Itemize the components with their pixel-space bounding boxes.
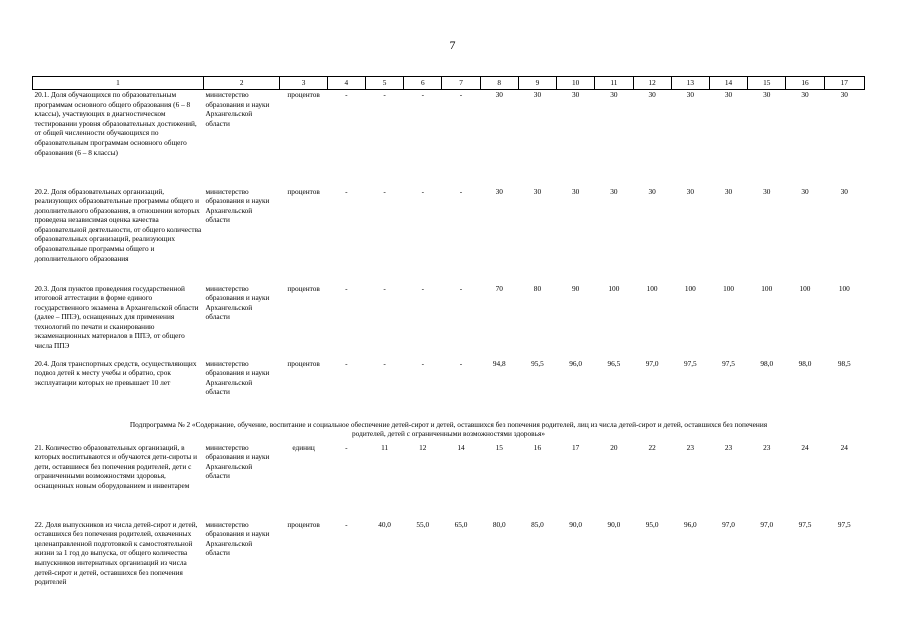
indicator-value: -	[345, 90, 348, 99]
indicator-value: 11	[381, 442, 389, 452]
responsible-agency: министерство образования и науки Архангельской области	[205, 186, 270, 225]
indicator-value: 30	[572, 90, 580, 99]
column-header-7: 7	[442, 77, 480, 90]
indicator-value: -	[421, 90, 425, 99]
indicator-value: -	[345, 358, 348, 368]
responsible-agency: министерство образования и науки Архангельской области	[205, 283, 270, 322]
table-row	[33, 187, 865, 284]
indicator-value: -	[421, 358, 425, 368]
indicator-value: -	[383, 90, 386, 99]
rows-group-a	[33, 90, 865, 414]
responsible-agency: министерство образования и науки Архангельской области	[205, 519, 270, 558]
indicator-value: 90,0	[569, 519, 583, 529]
indicator-value: 100	[799, 283, 811, 293]
indicator-value: 98,5	[837, 358, 851, 368]
indicator-value: 20	[610, 442, 618, 452]
responsible-agency: министерство образования и науки Архангельской области	[205, 90, 270, 128]
column-header-4: 4	[327, 77, 365, 90]
indicator-value: 23	[686, 442, 694, 452]
indicator-value: 24	[840, 442, 848, 452]
column-header-15: 15	[748, 77, 786, 90]
indicator-value: 30	[648, 186, 656, 196]
indicator-value: 24	[801, 442, 809, 452]
column-header-14: 14	[709, 77, 747, 90]
rows-group-b	[33, 443, 865, 605]
subprogram-section	[33, 414, 865, 443]
indicator-value: -	[345, 283, 348, 293]
indicator-value: 30	[610, 90, 618, 99]
unit-of-measure: процентов	[287, 186, 320, 196]
unit-of-measure: процентов	[287, 283, 320, 293]
column-header-8: 8	[480, 77, 518, 90]
table-row	[33, 359, 865, 414]
indicator-value: 70	[495, 283, 503, 293]
indicator-description: 20.2. Доля образовательных организаций, реализующих образовательные программы общего и дополнительного образования, в отношении которых проведена независимая оценка качества образовательной деятельности, от общего количества образовательных организаций, реализующих образовательные программы общего и дополнительного образования	[34, 186, 202, 263]
indicator-value: -	[345, 186, 348, 196]
indicator-value: 23	[763, 442, 771, 452]
indicator-value: 96,0	[683, 519, 697, 529]
indicator-value: 100	[646, 283, 658, 293]
indicator-value: 97,0	[645, 358, 659, 368]
indicator-value: 95,0	[645, 519, 659, 529]
indicator-value: 30	[840, 90, 848, 99]
indicator-value: 16	[533, 442, 542, 452]
indicator-value: 23	[724, 442, 733, 452]
indicator-value: 30	[533, 90, 542, 99]
indicator-value: -	[421, 283, 425, 293]
column-header-9: 9	[518, 77, 556, 90]
page-number: 7	[449, 38, 456, 52]
column-header-11: 11	[595, 77, 633, 90]
indicator-value: 65,0	[454, 519, 468, 529]
unit-of-measure: процентов	[287, 519, 320, 529]
indicator-description: 20.1. Доля обучающихся по образовательным программам основного общего образования (6 – 8 классы), участвующих в диагностическом тестировании уровня образовательных достижений, от общей численности обучающихся по образовательным программам основного общего образования (6 – 8 классы)	[34, 90, 197, 157]
indicator-value: -	[459, 90, 463, 99]
indicator-value: -	[383, 283, 386, 293]
indicator-description: 22. Доля выпускников из числа детей-сирот и детей, оставшихся без попечения родителей, охваченных целенаправленной подготовкой к самостоятельной жизни за 1 год до выпуска, от общего количества выпускников интернатных организаций из числа детей-сирот и детей, оставшихся без попечения родителей	[34, 519, 198, 587]
indicator-value: -	[459, 283, 463, 293]
column-header-3: 3	[280, 77, 327, 90]
indicator-value: 98,0	[760, 358, 774, 368]
indicator-value: 95,5	[531, 358, 544, 368]
indicator-value: 30	[495, 186, 503, 196]
column-header-1: 1	[33, 77, 204, 90]
indicator-value: 90,0	[607, 519, 621, 529]
indicator-value: 14	[457, 442, 465, 452]
indicator-value: 30	[763, 90, 771, 99]
indicator-value: 30	[648, 90, 656, 99]
indicator-value: 30	[533, 186, 542, 196]
column-header-13: 13	[671, 77, 709, 90]
column-header-row	[33, 77, 865, 90]
indicator-value: -	[459, 358, 463, 368]
indicator-value: -	[383, 358, 386, 368]
indicator-value: 94,8	[492, 358, 506, 368]
indicator-value: 30	[686, 90, 694, 99]
indicator-value: 30	[763, 186, 771, 196]
indicator-value: 97,5	[798, 519, 812, 529]
indicator-value: 96,5	[607, 358, 621, 368]
indicator-value: 30	[495, 90, 503, 99]
indicator-value: 100	[838, 283, 850, 293]
table-row	[33, 520, 865, 605]
indicator-value: 12	[419, 442, 427, 452]
indicator-value: 30	[840, 186, 848, 196]
indicator-value: 17	[572, 442, 580, 452]
indicator-value: 97,5	[837, 519, 851, 529]
indicator-value: 30	[801, 90, 809, 99]
indicator-value: 100	[761, 283, 773, 293]
indicator-value: 100	[608, 283, 620, 293]
indicator-value: 30	[801, 186, 809, 196]
responsible-agency: министерство образования и науки Архангельской области	[205, 442, 270, 481]
indicator-description: 20.3. Доля пунктов проведения государственной итоговой аттестации в форме единого государственного экзамена в Архангельской области (далее – ППЭ), оснащенных для применения технологий по печати и сканированию экзаменационных материалов в ППЭ, от общего числа ППЭ	[34, 283, 199, 351]
indicator-value: 90	[572, 283, 580, 293]
indicator-value: 97,0	[722, 519, 735, 529]
indicator-value: 80	[533, 283, 542, 293]
unit-of-measure: процентов	[287, 90, 320, 99]
indicators-table	[32, 76, 865, 605]
indicator-value: -	[383, 186, 386, 196]
indicator-value: 40,0	[378, 519, 391, 529]
table-row	[33, 284, 865, 359]
indicator-value: 30	[724, 186, 733, 196]
column-header-12: 12	[633, 77, 671, 90]
table-row	[33, 443, 865, 520]
indicator-value: -	[459, 186, 463, 196]
indicator-value: -	[345, 442, 348, 452]
column-header-5: 5	[365, 77, 403, 90]
indicator-value: 30	[724, 90, 733, 99]
indicator-value: 98,0	[798, 358, 812, 368]
indicator-value: 30	[686, 186, 694, 196]
unit-of-measure: процентов	[287, 358, 320, 368]
column-header-2: 2	[204, 77, 280, 90]
responsible-agency: министерство образования и науки Архангельской области	[205, 358, 270, 397]
indicator-value: -	[421, 186, 425, 196]
table-row	[33, 90, 865, 187]
indicator-value: 100	[723, 283, 735, 293]
indicator-value: 80,0	[492, 519, 506, 529]
indicator-value: 96,0	[569, 358, 583, 368]
column-header-10: 10	[557, 77, 595, 90]
column-header-6: 6	[404, 77, 442, 90]
indicator-value: 100	[684, 283, 696, 293]
column-header-16: 16	[786, 77, 824, 90]
subprogram-title: Подпрограмма № 2 «Содержание, обучение, воспитание и социальное обеспечение детей-сирот и детей, оставшихся без попечения родителей, лиц из числа детей-сирот и детей, оставшихся без попечения родителей, детей с ограниченными возможностями здоровья»	[129, 419, 768, 439]
unit-of-measure: единиц	[292, 442, 315, 452]
column-header-17: 17	[824, 77, 864, 90]
indicator-value: 55,0	[416, 519, 430, 529]
indicator-description: 20.4. Доля транспортных средств, осуществляющих подвоз детей к месту учебы и обратно, срок эксплуатации которых не превышает 10 лет	[34, 358, 197, 387]
indicator-value: 97,5	[683, 358, 697, 368]
indicator-value: 15	[495, 442, 503, 452]
indicator-value: 97,5	[722, 358, 735, 368]
indicator-value: -	[345, 519, 348, 529]
indicator-value: 30	[610, 186, 618, 196]
indicator-description: 21. Количество образовательных организаций, в которых воспитываются и обучаются дети-сироты и дети, оставшиеся без попечения родителей, дети с ограниченными возможностями здоровья, оснащенных новым оборудованием и инвентарем	[34, 442, 198, 491]
indicator-value: 85,0	[531, 519, 544, 529]
indicator-value: 22	[648, 442, 656, 452]
indicator-value: 97,0	[760, 519, 774, 529]
indicator-value: 30	[572, 186, 580, 196]
